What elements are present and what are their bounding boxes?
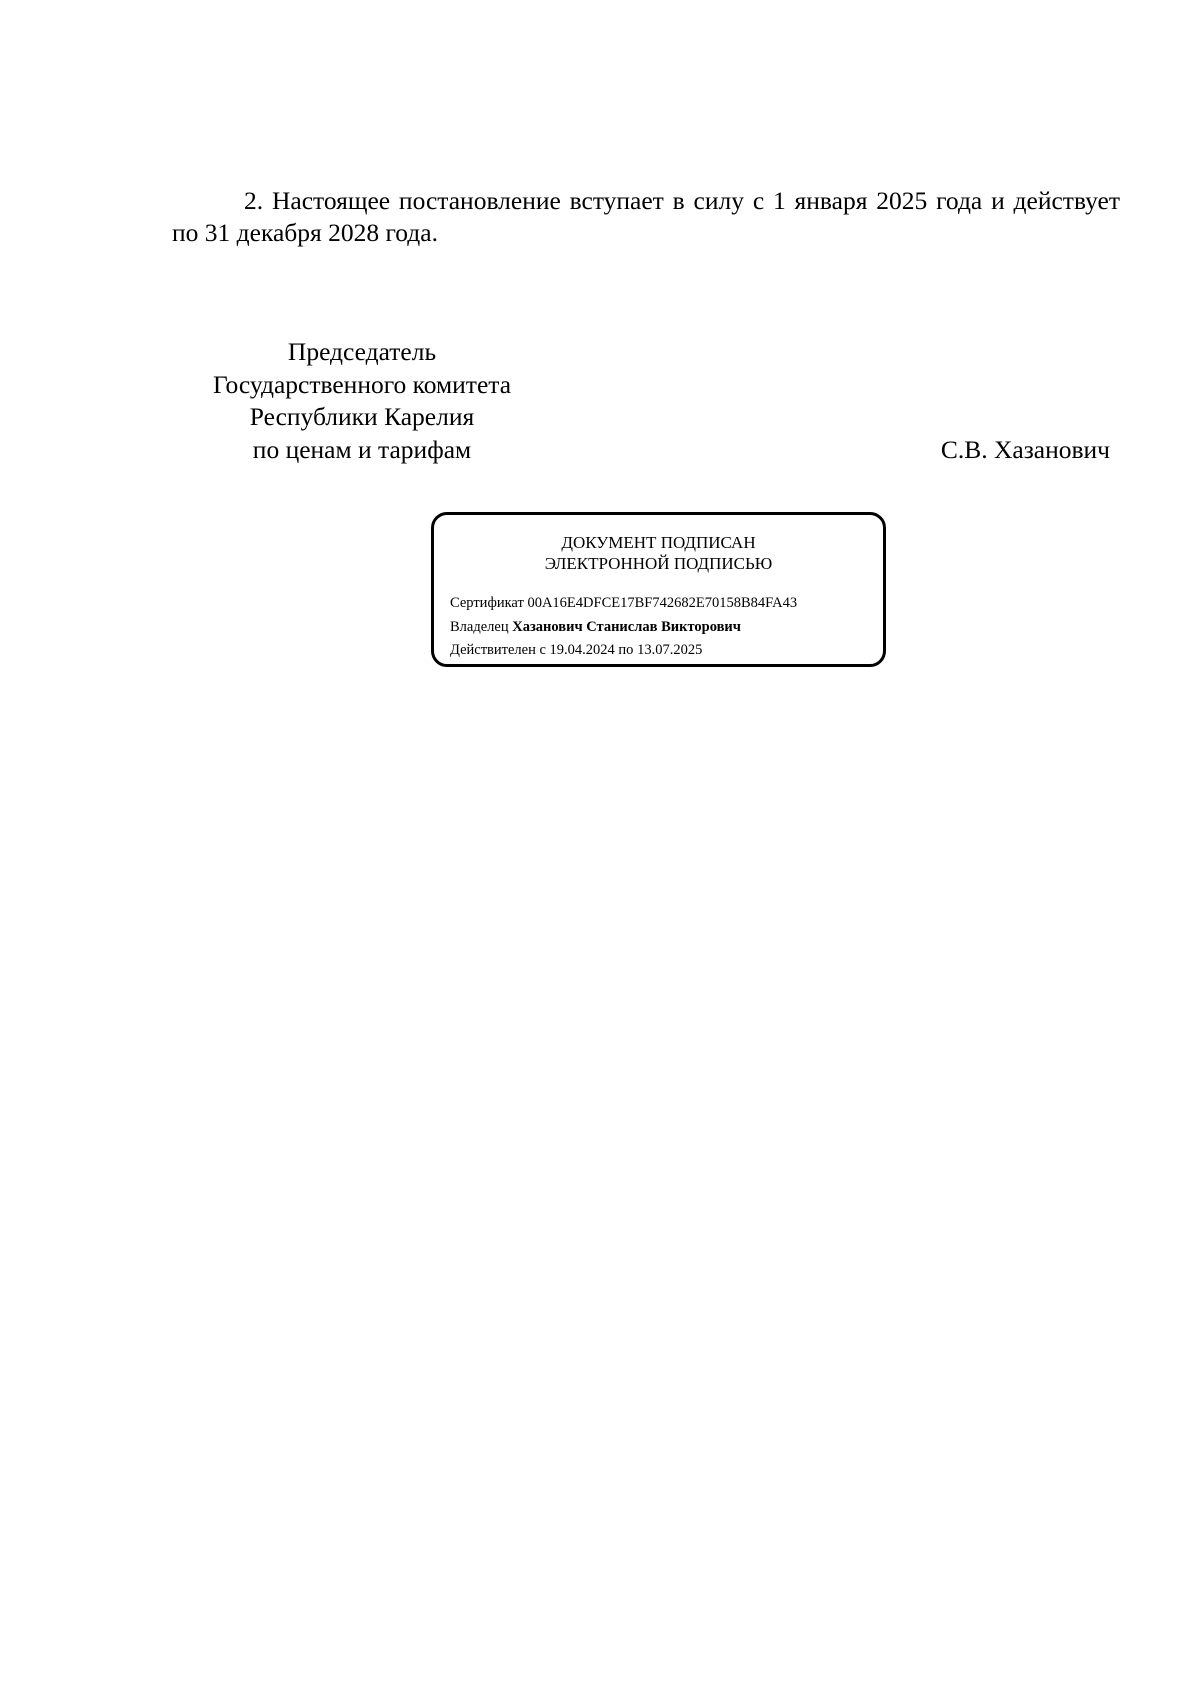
signer-title-line: Республики Карелия — [249, 402, 475, 431]
clause-paragraph: 2. Настоящее постановление вступает в силу с 1 января 2025 года и действует по 31 декабря 2028 года. — [172, 186, 1120, 247]
certificate-value: 00A16E4DFCE17BF742682E70158B84FA43 — [527, 595, 798, 611]
stamp-title-line: ЭЛЕКТРОННОЙ ПОДПИСЬЮ — [544, 554, 773, 573]
owner-row — [450, 616, 797, 640]
signer-title-line: Государственного комитета — [212, 369, 512, 399]
electronic-signature-stamp — [431, 512, 886, 667]
signer-title-line: по ценам и тарифам — [252, 434, 472, 464]
certificate-label: Сертификат — [450, 595, 524, 611]
owner-value: Хазанович Станислав Викторович — [512, 618, 741, 635]
owner-label: Владелец — [450, 618, 509, 635]
valid-label: Действителен с — [450, 642, 546, 658]
signer-title-line: Председатель — [287, 337, 437, 366]
validity-row — [450, 639, 797, 663]
stamp-details — [450, 592, 797, 663]
stamp-title — [434, 532, 883, 574]
signer-name: С.В. Хазанович — [940, 435, 1110, 464]
valid-to-label: по — [618, 642, 634, 658]
stamp-title-line: ДОКУМЕНТ ПОДПИСАН — [561, 533, 756, 552]
signer-title-block — [172, 336, 552, 466]
certificate-row — [450, 592, 797, 616]
valid-from: 19.04.2024 — [549, 642, 615, 658]
valid-to: 13.07.2025 — [637, 642, 703, 658]
